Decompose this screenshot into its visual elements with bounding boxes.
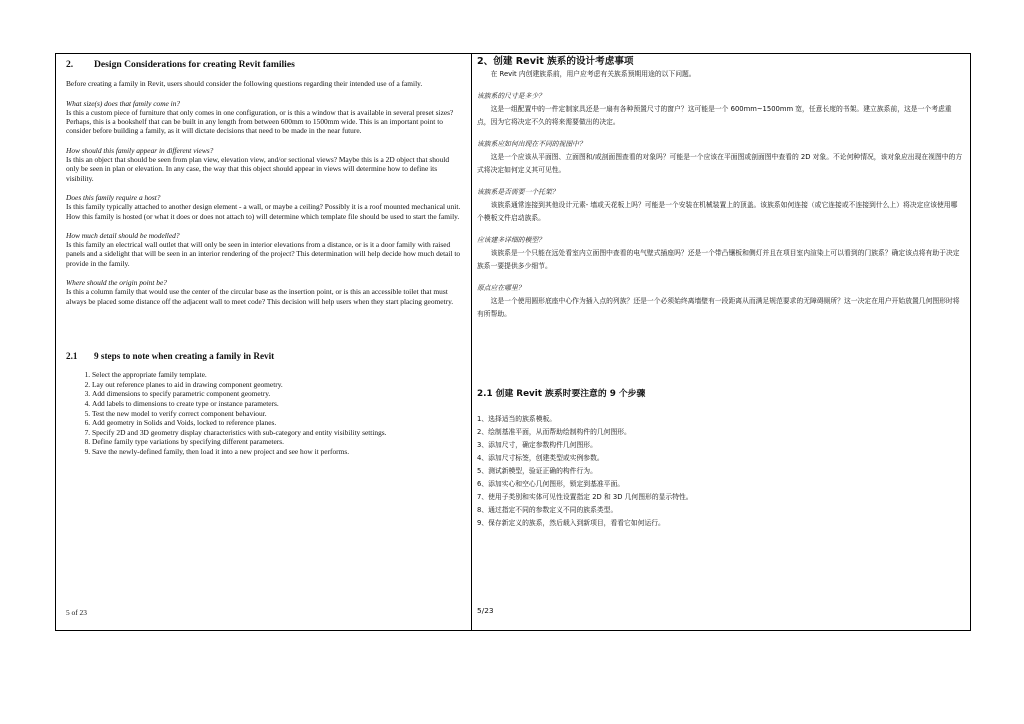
- question-1-en: What size(s) does that family come in?: [66, 98, 181, 108]
- step-item: 4. Add labels to dimensions to create type or instance parameters.: [92, 399, 463, 409]
- step-item: 1. Select the appropriate family template.: [92, 370, 463, 380]
- answer-4-en: Is this family an electrical wall outlet that will only be seen in interior elevations from a distance, or is it a door family with raised panels and a sidelight that will be seen in an interior rendering of the project? This determination will help decide how much detail to provide in the family.: [66, 240, 461, 268]
- chinese-column: [472, 54, 970, 630]
- question-5-en: Where should the origin point be?: [66, 278, 167, 288]
- step-item: 7、使用子类别和实体可见性设置指定 2D 和 3D 几何图形的显示特性。: [477, 493, 693, 501]
- answer-2-en: Is this an object that should be seen from plan view, elevation view, and/or sectional views? Maybe this is a 2D object that should only be seen in plan or elevation. In any case, the way that this object should appear in views will determine how to define its visibility.: [66, 155, 450, 183]
- section-number: 2.: [66, 59, 74, 70]
- subsection-title: 9 steps to note when creating a family in Revit: [94, 350, 275, 361]
- section-heading-en: [66, 60, 463, 69]
- question-1-zh: 该族系的尺寸是多少？: [477, 92, 545, 100]
- step-item: 9、保存新定义的族系，然后载入到新项目，看看它如何运行。: [477, 519, 665, 527]
- steps-list-en: [66, 370, 463, 456]
- intro-paragraph-zh: 在 Revit 内创建族系前，用户应考虑有关族系预期用途的以下问题。: [490, 70, 696, 78]
- subsection-heading-zh: 2.1 创建 Revit 族系时要注意的 9 个步骤: [477, 389, 646, 399]
- question-2-zh: 该族系应如何出现在不同的视图中？: [477, 140, 586, 148]
- page-number-en: 5 of 23: [66, 607, 87, 617]
- step-item: 8. Define family type variations by specifying different parameters.: [92, 437, 463, 447]
- question-2-en: How should this family appear in different views?: [66, 145, 214, 155]
- step-item: 1、选择适当的族系模板。: [477, 415, 557, 423]
- answer-1-en: Is this a custom piece of furniture that only comes in one configuration, or is this a window that is available in several preset sizes? Perhaps, this is a bookshelf that can be built in any length from between 600mm to 1500mm wide. This is an important point to consider before building a family, as it will dictate decisions that need to be made in the near future.: [66, 107, 454, 136]
- page-number-zh: 5/23: [477, 606, 494, 615]
- step-item: 6. Add geometry in Solids and Voids, locked to reference planes.: [92, 418, 463, 428]
- step-item: 9. Save the newly-defined family, then load it into a new project and see how it performs.: [92, 447, 463, 457]
- step-item: 3、添加尺寸，确定参数构件几何图形。: [477, 441, 597, 449]
- step-item: 4、添加尺寸标签，创建类型或实例参数。: [477, 454, 604, 462]
- steps-list-zh: [477, 413, 964, 530]
- step-item: 2. Lay out reference planes to aid in drawing component geometry.: [92, 380, 463, 390]
- question-3-en: Does this family require a host?: [66, 192, 161, 202]
- answer-3-en: Is this family typically attached to another design element - a wall, or maybe a ceiling? Possibly it is a roof mounted mechanical unit. How this family is hosted (or what it does or does not attach to) will determine which template file should be used to start the family.: [66, 202, 461, 221]
- section-title: Design Considerations for creating Revit families: [94, 59, 295, 70]
- step-item: 7. Specify 2D and 3D geometry display characteristics with sub-category and entity visibility settings.: [92, 428, 463, 438]
- step-item: 5、测试新模型，验证正确的构件行为。: [477, 467, 597, 475]
- answer-1-zh: 这是一组配置中的一件定制家具还是一扇有各种预置尺寸的窗户？这可能是一个 600mm~1500mm 宽，任意长度的书架。建立族系前，这是一个考虑重点，因为它将决定不久的将来需要做出的决定。: [477, 105, 952, 126]
- answer-4-zh: 该族系是一个只能在远处看室内立面图中查看的电气壁式插座吗？还是一个带凸镶板和侧灯并且在项目室内渲染上可以看到的门族系？确定该点将有助于决定族系一要提供多少细节。: [477, 249, 960, 270]
- step-item: 2、绘制基准平面，从而帮助绘制构件的几何图形。: [477, 428, 631, 436]
- step-item: 3. Add dimensions to specify parametric component geometry.: [92, 389, 463, 399]
- question-5-zh: 原点应在哪里？: [477, 284, 525, 292]
- step-item: 6、添加实心和空心几何图形，锁定到基准平面。: [477, 480, 625, 488]
- subsection-heading-en: [66, 352, 463, 361]
- subsection-number: 2.1: [66, 350, 78, 361]
- section-heading-zh: 2、创建 Revit 族系的设计考虑事项: [477, 56, 634, 67]
- english-column: [56, 54, 471, 630]
- answer-5-zh: 这是一个使用圆形底座中心作为插入点的列族？还是一个必须始终离墙壁有一段距离从而满足规范要求的无障碍厕所？这一决定在用户开始放置几何图形时将有所帮助。: [477, 297, 960, 318]
- answer-3-zh: 该族系通常连接到其他设计元素- 墙或天花板上吗？可能是一个安装在机械装置上的顶盖。该族系如何连接（或它连接或不连接到什么上）将决定应该使用哪个模板文件启动族系。: [477, 201, 958, 222]
- bilingual-page-table: [55, 53, 971, 631]
- answer-5-en: Is this a column family that would use the center of the circular base as the insertion point, or is this an accessible toilet that must always be placed some distance off the adjacent wall to meet code? This decision will help users when they start placing geometry.: [66, 287, 454, 306]
- question-4-en: How much detail should be modelled?: [66, 230, 180, 240]
- step-item: 8、通过指定不同的参数定义不同的族系类型。: [477, 506, 618, 514]
- intro-paragraph-en: Before creating a family in Revit, users should consider the following questions regarding their intended use of a family.: [66, 79, 423, 89]
- answer-2-zh: 这是一个应该从平面图、立面图和/或剖面图查看的对象吗？可能是一个应该在平面图或剖面图中查看的 2D 对象。不论何种情况，该对象应出现在视图中的方式将决定如何定义其可见性。: [477, 153, 963, 174]
- step-item: 5. Test the new model to verify correct component behaviour.: [92, 409, 463, 419]
- question-3-zh: 该族系是否需要一个托架？: [477, 188, 559, 196]
- question-4-zh: 应该建多详细的模型？: [477, 236, 545, 244]
